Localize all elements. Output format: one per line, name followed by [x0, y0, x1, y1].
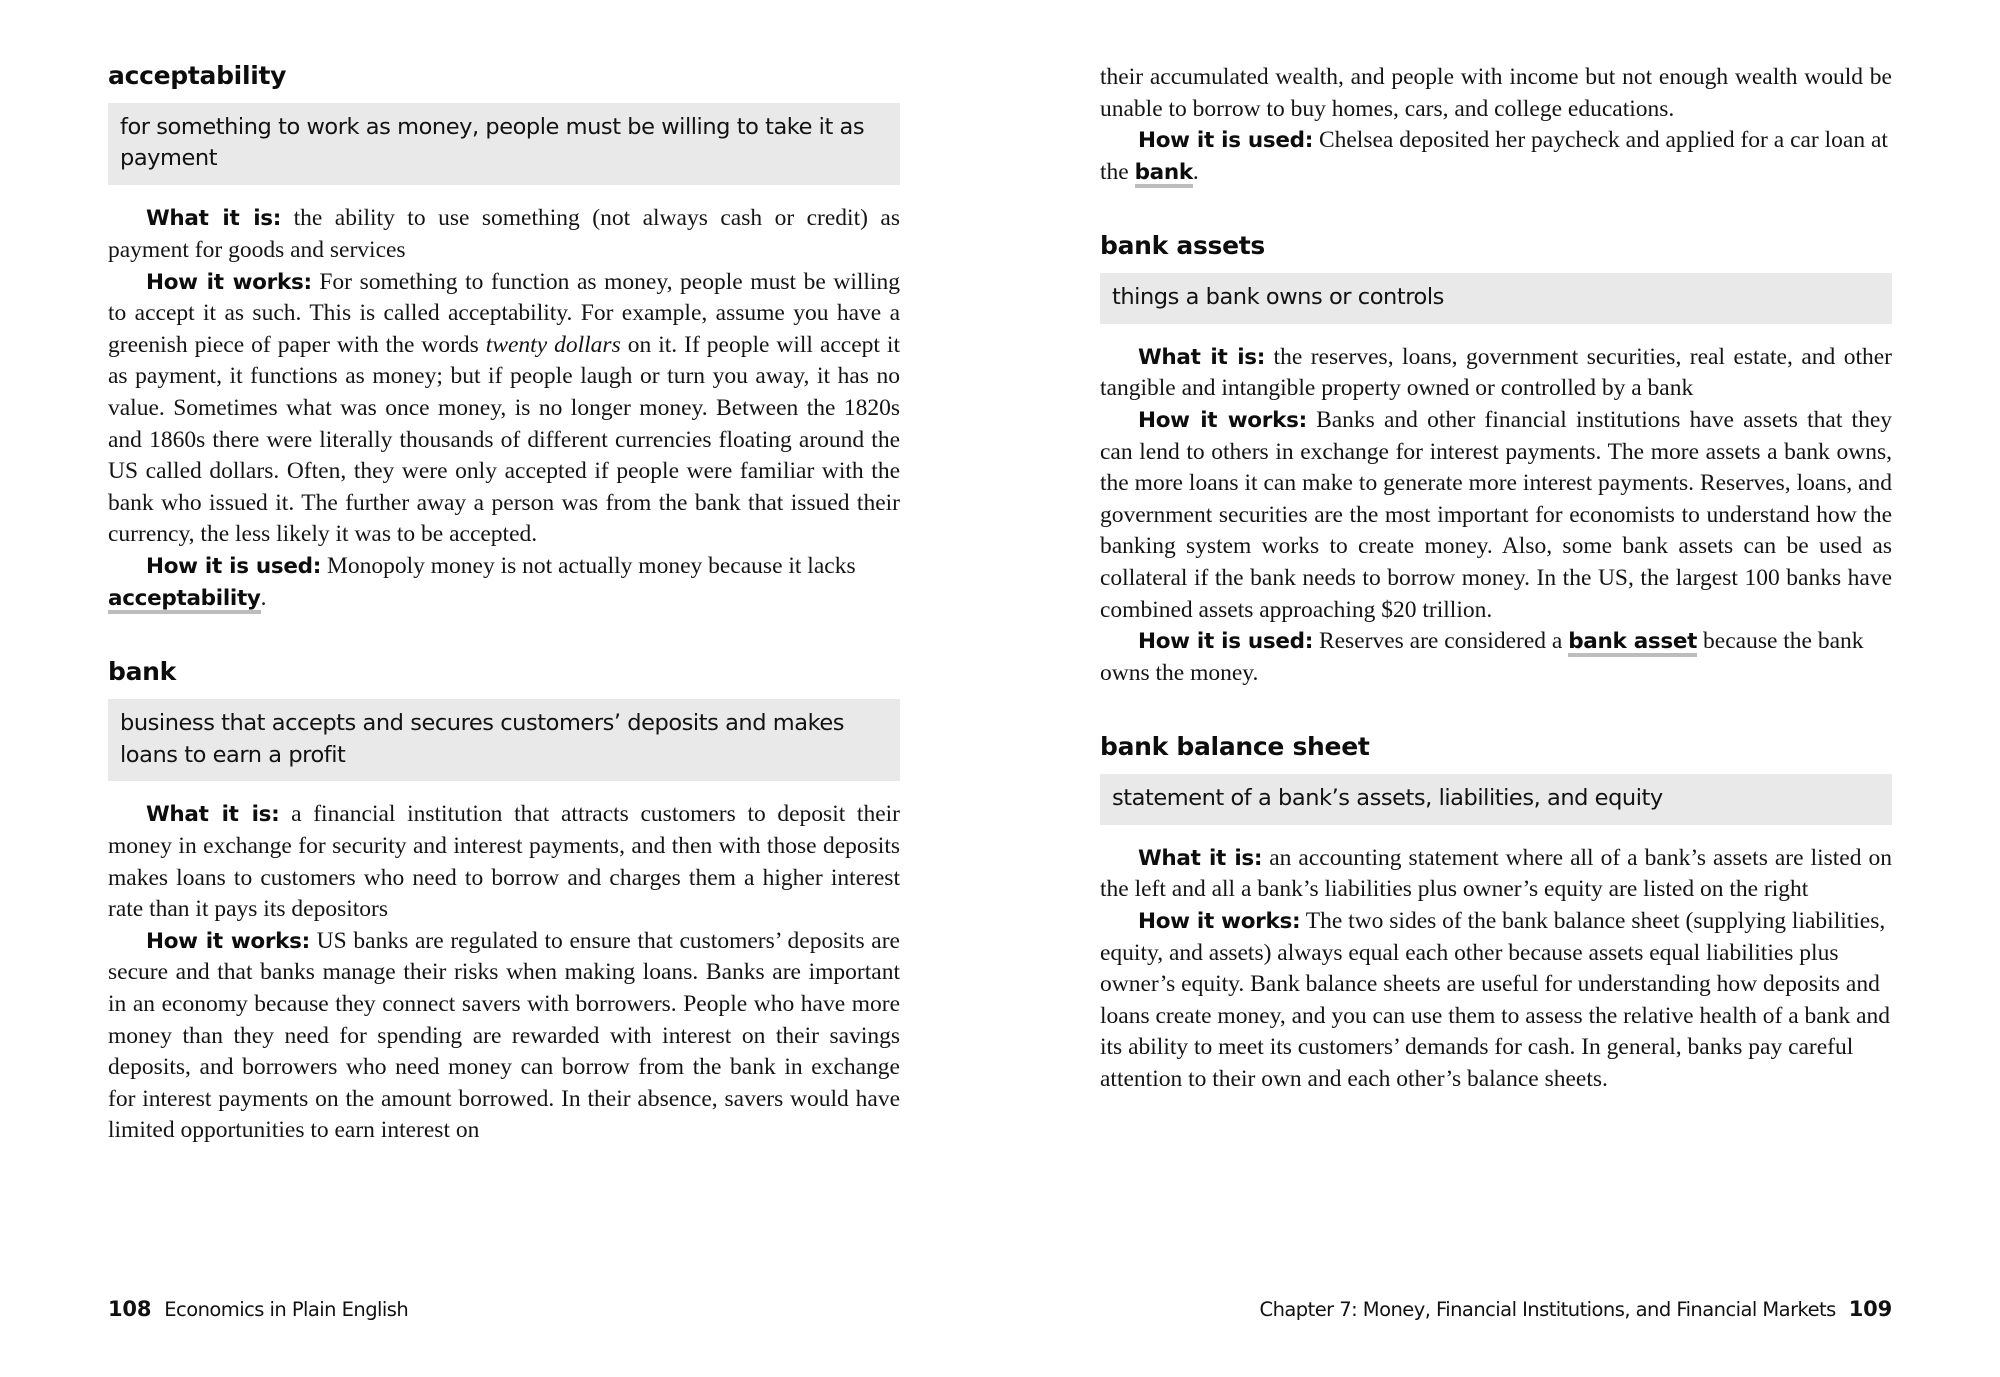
paragraph-what-it-is	[1100, 843, 1892, 906]
text-how-it-works-part1: The two sides of the bank balance sheet (supplying liabilities, equity, and assets) always equal each other because assets equal liabilities plus owner’s equity. Bank balance sheets are useful for understanding how deposits and loans create money, and you can use them to assess the relative health of a bank and its ability to meet its customers’ demands for cash. In general, banks pay careful attention to their own and each other’s balance sheets.	[1100, 907, 1891, 1092]
glossary-entry-acceptability	[108, 62, 900, 614]
headword-acceptability: acceptability	[108, 61, 287, 90]
page-number-right: 109	[1848, 1297, 1892, 1321]
text-how-it-is-used-part1: Monopoly money is not actually money because it lacks	[321, 552, 856, 579]
label-how-it-works: How it works:	[1138, 908, 1301, 934]
paragraph-continued: their accumulated wealth, and people with income but not enough wealth would be unable to borrow to buy homes, cars, and college educations.	[1100, 64, 1892, 122]
cross-reference-bank-asset[interactable]: bank asset	[1568, 629, 1697, 657]
text-column-left	[108, 62, 900, 1147]
paragraph-how-it-works	[1100, 405, 1892, 626]
text-what-it-is: the ability to use something (not always cash or credit) as payment for goods and services	[108, 205, 900, 263]
headword-bank: bank	[108, 657, 176, 687]
glossary-entry-bank-balance-sheet	[1100, 733, 1892, 1095]
label-how-it-is-used: How it is used:	[146, 553, 322, 579]
footer-left	[108, 1297, 408, 1321]
definition-bar-bank-balance-sheet: statement of a bank’s assets, liabilities, and equity	[1100, 774, 1892, 825]
text-what-it-is: a financial institution that attracts customers to deposit their money in exchange for security and interest payments, and then with those deposits makes loans to customers who need to borrow and charges them a higher interest rate than it pays its depositors	[108, 801, 900, 923]
label-how-it-is-used: How it is used:	[1138, 629, 1314, 655]
label-what-it-is: What it is:	[146, 206, 282, 232]
text-what-it-is: an accounting statement where all of a bank’s assets are listed on the left and all a bank’s liabilities plus owner’s equity are listed on the right	[1100, 844, 1893, 903]
paragraph-how-it-is-used	[108, 551, 900, 614]
running-head-left: Economics in Plain English	[164, 1298, 409, 1321]
footer-right	[1260, 1297, 1892, 1321]
headword-bank-balance-sheet: bank balance sheet	[1100, 732, 1370, 762]
paragraph-how-it-is-used	[1100, 125, 1892, 188]
paragraph-how-it-is-used	[1100, 626, 1892, 689]
definition-bar-acceptability: for something to work as money, people must be willing to take it as payment	[108, 103, 900, 186]
paragraph-what-it-is	[108, 799, 900, 925]
text-how-it-works-part1: US banks are regulated to ensure that customers’ deposits are secure and that banks manage their risks when making loans. Banks are important in an economy because they connect savers with borrowers. People who have more money than they need for spending are rewarded with interest on their savings deposits, and borrowers who need money can borrow from the bank in exchange for interest payments on the amount borrowed. In their absence, savers would have limited opportunities to earn interest on	[108, 927, 900, 1144]
label-how-it-works: How it works:	[146, 928, 310, 954]
glossary-entry-bank-continued	[1100, 62, 1892, 188]
paragraph-how-it-works	[1100, 906, 1892, 1096]
label-how-it-works: How it works:	[146, 269, 312, 295]
text-how-it-is-used-part1: Chelsea deposited her paycheck and applied for a car loan at the	[1100, 127, 1888, 185]
paragraph-what-it-is	[1100, 342, 1892, 405]
text-how-it-is-used-part2: .	[1192, 158, 1199, 185]
italic-term-twenty-dollars: twenty dollars	[485, 331, 621, 358]
label-how-it-works: How it works:	[1138, 408, 1307, 433]
paragraph-how-it-works	[108, 926, 900, 1147]
running-head-right: Chapter 7: Money, Financial Institutions, and Financial Markets	[1259, 1298, 1836, 1321]
paragraph-what-it-is	[108, 203, 900, 266]
glossary-entry-bank	[108, 658, 900, 1147]
text-how-it-is-used-part2: .	[260, 584, 267, 611]
label-what-it-is: What it is:	[146, 802, 280, 828]
text-how-it-works-part1: Banks and other financial institutions have assets that they can lend to others in exchange for interest payments. The more assets a bank owns, the more loans it can make to generate more interest payments. Reserves, loans, and government securities are the most important for economists to understand how the banking system works to create money. Also, some bank assets can be used as collateral if the bank needs to borrow money. In the US, the largest 100 banks have combined assets approaching $20 trillion.	[1100, 407, 1892, 623]
text-how-it-works-part2: on it. If people will accept it as payment, it functions as money; but if people laugh or turn you away, it has no value. Sometimes what was once money, is no longer money. Between the 1820s and 1860s there were literally thousands of different currencies floating around the US called dollars. Often, they were only accepted if people were familiar with the bank who issued it. The further away a person was from the bank that issued their currency, the less likely it was to be accepted.	[108, 331, 900, 548]
text-how-it-is-used-part1: Reserves are considered a	[1313, 628, 1569, 655]
label-what-it-is: What it is:	[1138, 344, 1266, 370]
label-how-it-is-used: How it is used:	[1138, 128, 1314, 154]
text-how-it-works-part1: For something to function as money, people must be willing to accept it as such. This is called acceptability. For example, assume you have a greenish piece of paper with the words	[108, 268, 900, 358]
definition-bar-bank: business that accepts and secures customers’ deposits and makes loans to earn a profit	[108, 699, 900, 782]
glossary-entry-bank-assets	[1100, 232, 1892, 689]
definition-bar-bank-assets: things a bank owns or controls	[1100, 273, 1892, 324]
text-column-right	[1100, 62, 1892, 1096]
paragraph-how-it-works	[108, 267, 900, 551]
cross-reference-acceptability[interactable]: acceptability	[108, 586, 261, 614]
cross-reference-bank[interactable]: bank	[1135, 160, 1193, 188]
headword-bank-assets: bank assets	[1100, 231, 1266, 261]
page-right	[1000, 0, 2000, 1377]
page-number-left: 108	[108, 1297, 152, 1321]
text-how-it-is-used-part2: because the bank owns the money.	[1100, 628, 1864, 686]
label-what-it-is: What it is:	[1138, 845, 1263, 871]
text-what-it-is: the reserves, loans, government securities, real estate, and other tangible and intangible property owned or controlled by a bank	[1100, 343, 1892, 402]
